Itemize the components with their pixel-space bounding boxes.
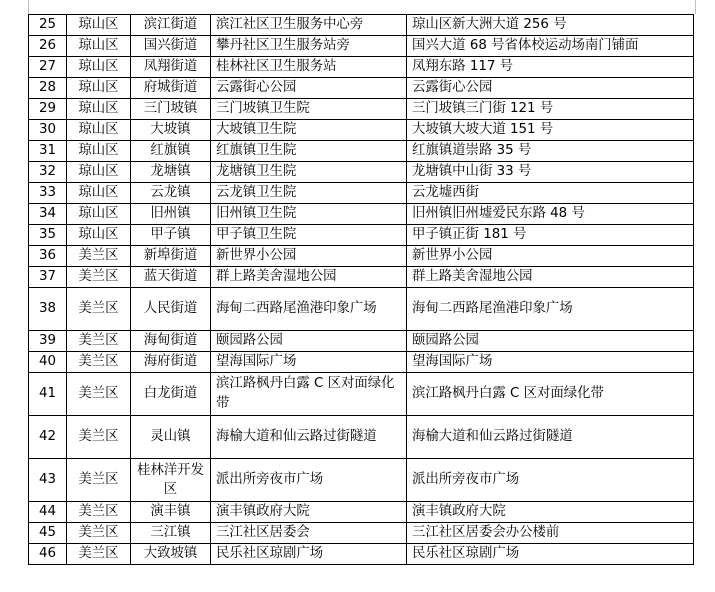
street-cell: 海甸街道	[131, 331, 211, 352]
row-number: 26	[29, 36, 67, 57]
address-cell: 颐园路公园	[407, 331, 694, 352]
table-row	[29, 246, 694, 267]
district-cell: 美兰区	[67, 459, 131, 502]
site-cell: 颐园路公园	[211, 331, 407, 352]
address-cell: 国兴大道 68 号省体校运动场南门铺面	[407, 36, 694, 57]
district-cell: 美兰区	[67, 288, 131, 331]
site-cell: 民乐社区琼剧广场	[211, 544, 407, 565]
table-row	[29, 57, 694, 78]
site-cell: 海甸二西路尾渔港印象广场	[211, 288, 407, 331]
street-cell: 大坡镇	[131, 120, 211, 141]
district-cell: 琼山区	[67, 183, 131, 204]
address-cell: 望海国际广场	[407, 352, 694, 373]
street-cell: 滨江街道	[131, 15, 211, 36]
district-cell: 琼山区	[67, 225, 131, 246]
site-cell: 三门坡镇卫生院	[211, 99, 407, 120]
street-cell: 白龙街道	[131, 373, 211, 416]
street-cell	[131, 459, 211, 502]
street-cell: 大致坡镇	[131, 544, 211, 565]
site-cell: 滨江路枫丹白露 C 区对面绿化带	[211, 373, 407, 416]
district-cell: 琼山区	[67, 162, 131, 183]
table-row	[29, 120, 694, 141]
district-cell: 美兰区	[67, 331, 131, 352]
table-row	[29, 99, 694, 120]
street-cell: 府城街道	[131, 78, 211, 99]
street-cell: 云龙镇	[131, 183, 211, 204]
address-cell: 龙塘镇中山街 33 号	[407, 162, 694, 183]
row-number: 41	[29, 373, 67, 416]
row-number: 43	[29, 459, 67, 502]
site-cell: 海榆大道和仙云路过街隧道	[211, 416, 407, 459]
table-body	[29, 15, 694, 565]
address-cell: 滨江路枫丹白露 C 区对面绿化带	[407, 373, 694, 416]
district-cell: 美兰区	[67, 246, 131, 267]
table-row	[29, 141, 694, 162]
site-cell: 大坡镇卫生院	[211, 120, 407, 141]
address-cell: 凤翔东路 117 号	[407, 57, 694, 78]
address-cell: 甲子镇正街 181 号	[407, 225, 694, 246]
street-cell: 三江镇	[131, 523, 211, 544]
table-row	[29, 225, 694, 246]
site-cell: 攀丹社区卫生服务站旁	[211, 36, 407, 57]
row-number: 45	[29, 523, 67, 544]
address-cell: 新世界小公园	[407, 246, 694, 267]
street-cell: 人民街道	[131, 288, 211, 331]
table-row	[29, 416, 694, 459]
row-number: 35	[29, 225, 67, 246]
district-cell: 美兰区	[67, 416, 131, 459]
row-number: 29	[29, 99, 67, 120]
district-cell: 美兰区	[67, 544, 131, 565]
district-cell: 美兰区	[67, 502, 131, 523]
district-cell: 美兰区	[67, 352, 131, 373]
street-cell: 三门坡镇	[131, 99, 211, 120]
address-cell: 群上路美舍湿地公园	[407, 267, 694, 288]
collection-sites-table	[28, 14, 694, 565]
table-row	[29, 373, 694, 416]
district-cell: 琼山区	[67, 141, 131, 162]
row-number: 39	[29, 331, 67, 352]
row-number: 31	[29, 141, 67, 162]
district-cell: 美兰区	[67, 523, 131, 544]
address-cell: 大坡镇大坡大道 151 号	[407, 120, 694, 141]
table-row	[29, 544, 694, 565]
table-row	[29, 162, 694, 183]
street-cell: 灵山镇	[131, 416, 211, 459]
address-cell: 海榆大道和仙云路过街隧道	[407, 416, 694, 459]
row-number: 25	[29, 15, 67, 36]
site-cell: 演丰镇政府大院	[211, 502, 407, 523]
table-row	[29, 15, 694, 36]
district-cell: 琼山区	[67, 99, 131, 120]
row-number: 42	[29, 416, 67, 459]
site-cell: 旧州镇卫生院	[211, 204, 407, 225]
district-cell: 琼山区	[67, 120, 131, 141]
district-cell: 琼山区	[67, 36, 131, 57]
table-row	[29, 267, 694, 288]
district-cell: 琼山区	[67, 57, 131, 78]
street-cell: 蓝天街道	[131, 267, 211, 288]
address-cell: 云龙墟西街	[407, 183, 694, 204]
row-number: 44	[29, 502, 67, 523]
street-cell: 红旗镇	[131, 141, 211, 162]
row-number: 34	[29, 204, 67, 225]
street-cell: 新埠街道	[131, 246, 211, 267]
table-row	[29, 502, 694, 523]
site-cell: 甲子镇卫生院	[211, 225, 407, 246]
address-cell: 红旗镇道崇路 35 号	[407, 141, 694, 162]
row-number: 33	[29, 183, 67, 204]
table-row	[29, 459, 694, 502]
address-cell: 旧州镇旧州墟爱民东路 48 号	[407, 204, 694, 225]
row-number: 40	[29, 352, 67, 373]
column-guide-mark	[28, 0, 29, 14]
street-cell: 甲子镇	[131, 225, 211, 246]
address-cell: 演丰镇政府大院	[407, 502, 694, 523]
street-cell: 国兴街道	[131, 36, 211, 57]
site-cell: 滨江社区卫生服务中心旁	[211, 15, 407, 36]
address-cell: 海甸二西路尾渔港印象广场	[407, 288, 694, 331]
row-number: 36	[29, 246, 67, 267]
address-cell: 三门坡镇三门街 121 号	[407, 99, 694, 120]
street-cell: 海府街道	[131, 352, 211, 373]
street-cell: 龙塘镇	[131, 162, 211, 183]
site-cell: 龙塘镇卫生院	[211, 162, 407, 183]
table-row	[29, 36, 694, 57]
row-number: 28	[29, 78, 67, 99]
district-cell: 琼山区	[67, 204, 131, 225]
district-cell: 美兰区	[67, 373, 131, 416]
column-guide-mark	[695, 0, 696, 14]
row-number: 30	[29, 120, 67, 141]
street-cell: 演丰镇	[131, 502, 211, 523]
site-cell: 三江社区居委会	[211, 523, 407, 544]
address-cell: 琼山区新大洲大道 256 号	[407, 15, 694, 36]
site-cell: 派出所旁夜市广场	[211, 459, 407, 502]
district-cell: 琼山区	[67, 78, 131, 99]
street-cell: 凤翔街道	[131, 57, 211, 78]
row-number: 32	[29, 162, 67, 183]
table-row	[29, 183, 694, 204]
street-cell-text: 桂林洋开发区	[137, 463, 204, 497]
row-number: 37	[29, 267, 67, 288]
table-row	[29, 204, 694, 225]
table-row	[29, 331, 694, 352]
site-cell: 新世界小公园	[211, 246, 407, 267]
site-cell: 红旗镇卫生院	[211, 141, 407, 162]
site-cell: 云龙镇卫生院	[211, 183, 407, 204]
address-cell: 派出所旁夜市广场	[407, 459, 694, 502]
district-cell: 美兰区	[67, 267, 131, 288]
row-number: 38	[29, 288, 67, 331]
address-cell: 三江社区居委会办公楼前	[407, 523, 694, 544]
site-cell: 桂林社区卫生服务站	[211, 57, 407, 78]
table-row	[29, 523, 694, 544]
row-number: 46	[29, 544, 67, 565]
street-cell: 旧州镇	[131, 204, 211, 225]
site-cell: 云露街心公园	[211, 78, 407, 99]
site-cell: 望海国际广场	[211, 352, 407, 373]
address-cell: 云露街心公园	[407, 78, 694, 99]
table-row	[29, 78, 694, 99]
table-row	[29, 288, 694, 331]
district-cell: 琼山区	[67, 15, 131, 36]
address-cell: 民乐社区琼剧广场	[407, 544, 694, 565]
site-cell: 群上路美舍湿地公园	[211, 267, 407, 288]
table-row	[29, 352, 694, 373]
row-number: 27	[29, 57, 67, 78]
